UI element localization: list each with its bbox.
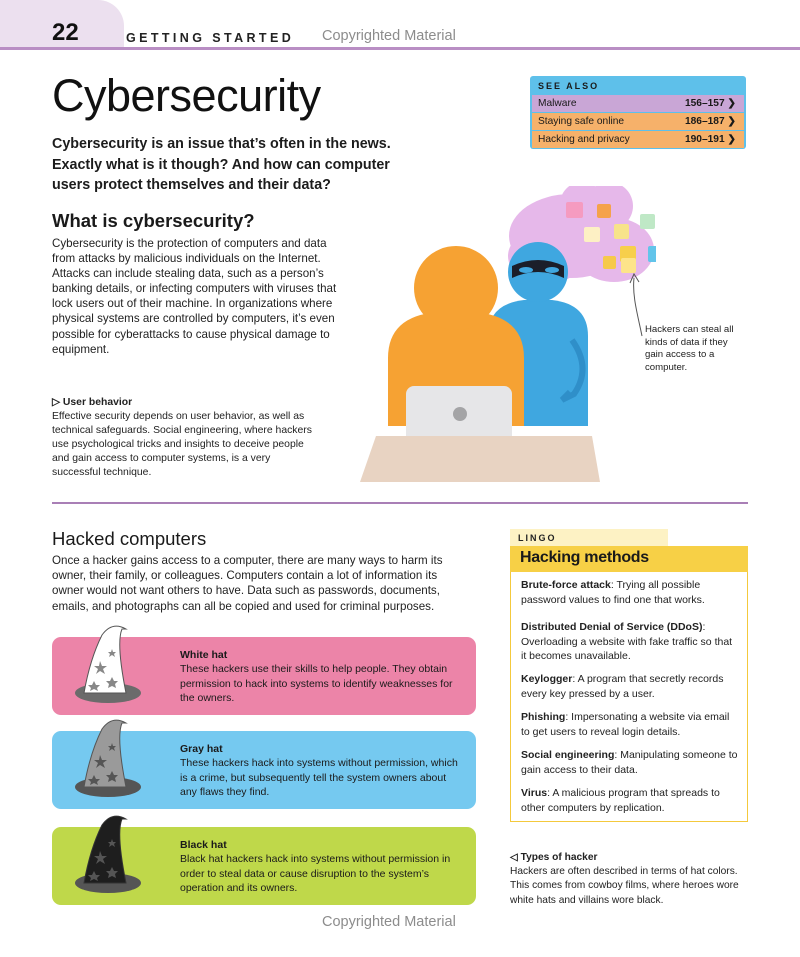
types-of-hacker-caption — [510, 851, 750, 908]
see-also-link-hacking-privacy[interactable] — [532, 131, 744, 148]
thought-bubble-dot — [593, 261, 601, 269]
laptop-logo — [453, 407, 467, 421]
see-also-box — [530, 76, 746, 149]
header-rule — [0, 47, 800, 50]
app-icon — [597, 204, 611, 218]
see-also-link-malware[interactable] — [532, 95, 744, 112]
term-name: Phishing — [521, 711, 566, 723]
user-behavior-title: ▷ User behavior — [52, 397, 133, 408]
black-hat-text — [180, 838, 465, 895]
what-is-body: Cybersecurity is the protection of computers and data from attacks by malicious individuals on the Internet. Attacks can include stealing data, such as a person’s banking details, or infecting computers with viruses that lock users out of their machine. In organizations where physical systems are controlled by computers, it’s even possible for cyberattacks to cause physical damage to equipment. — [52, 237, 337, 356]
desk — [360, 436, 600, 482]
hacker-illustration — [356, 186, 656, 482]
term-definition: : Impersonating a website via email to get users to reveal login details. — [521, 711, 730, 738]
term-name: Virus — [521, 787, 548, 799]
lingo-term — [521, 710, 739, 739]
term-definition: : Manipulating someone to gain access to their data. — [521, 749, 738, 776]
term-name: Keylogger — [521, 673, 573, 685]
gray-hat-icon — [72, 715, 144, 805]
see-also-link-pages: 186–187 ❯ — [684, 116, 736, 127]
see-also-link-label: Hacking and privacy — [538, 134, 630, 145]
term-definition: : A program that secretly records every key pressed by a user. — [521, 673, 724, 700]
see-also-heading: SEE ALSO — [538, 81, 600, 91]
hacked-computers-body: Once a hacker gains access to a computer, there are many ways to harm its owner, their family, or colleagues. Computers contain a lot of information its owner would not want others to have. Data such as passwords, documents, emails, and photographs can all be copied and used for criminal purposes. — [52, 554, 443, 613]
white-hat-text — [180, 648, 465, 705]
lingo-term — [521, 786, 739, 815]
app-icon — [603, 256, 616, 269]
intro-paragraph: Cybersecurity is an issue that’s often in the news. Exactly what is it though? And how can computer users protect themselves and their data? — [52, 136, 391, 193]
see-also-link-label: Staying safe online — [538, 116, 625, 127]
section-divider — [52, 502, 748, 504]
app-icon — [566, 202, 583, 218]
app-icon — [584, 227, 600, 242]
watermark-top: Copyrighted Material — [322, 28, 456, 44]
types-of-hacker-title: ◁ Types of hacker — [510, 852, 598, 863]
app-icon — [614, 224, 629, 239]
watermark-bottom: Copyrighted Material — [322, 914, 456, 930]
gray-hat-title: Gray hat — [180, 743, 223, 755]
white-hat-panel — [52, 637, 476, 715]
black-hat-body: Black hat hackers hack into systems without permission in order to steal data or cause disruption to the system’s operation and its owners. — [180, 853, 451, 894]
see-also-link-staying-safe[interactable] — [532, 113, 744, 130]
term-name: Brute-force attack — [521, 579, 611, 591]
see-also-link-pages: 190–191 ❯ — [684, 134, 736, 145]
see-also-link-pages: 156–157 ❯ — [684, 98, 736, 109]
user-behavior-body: Effective security depends on user behavior, as well as technical safeguards. Social engineering, where hackers use psychological tricks and insights to deceive people and gain access to computer systems, is a very successful technique. — [52, 411, 312, 478]
page-number: 22 — [52, 19, 79, 46]
hacked-computers-heading: Hacked computers — [52, 528, 207, 549]
gray-hat-panel — [52, 731, 476, 809]
black-hat-title: Black hat — [180, 839, 227, 851]
white-hat-body: These hackers use their skills to help people. They obtain permission to hack into systems to identify weaknesses for the owners. — [180, 663, 453, 704]
white-hat-icon — [72, 621, 144, 711]
term-definition: : Overloading a website with fake traffic so that it becomes unavailable. — [521, 621, 733, 662]
black-hat-panel — [52, 827, 476, 905]
app-icon — [621, 258, 636, 273]
user-behavior-caption — [52, 396, 314, 480]
app-icon — [640, 214, 655, 229]
see-also-link-label: Malware — [538, 98, 577, 109]
gray-hat-text — [180, 742, 465, 799]
term-definition: : Trying all possible password values to find one that works. — [521, 579, 705, 606]
lingo-term — [521, 620, 739, 664]
illustration-caption: Hackers can steal all kinds of data if they gain access to a computer. — [645, 324, 734, 373]
page-title: Cybersecurity — [52, 70, 321, 121]
lingo-term — [521, 578, 739, 607]
gray-hat-body: These hackers hack into systems without permission, which is a crime, but subsequently tell the system owners about any flaws they find. — [180, 757, 458, 798]
term-name: Distributed Denial of Service (DDoS) — [521, 621, 703, 633]
what-is-heading: What is cybersecurity? — [52, 210, 255, 231]
lingo-term — [521, 672, 739, 701]
lingo-title: Hacking methods — [520, 549, 649, 566]
caption-pointer — [634, 278, 642, 336]
section-label: GETTING STARTED — [126, 31, 295, 45]
lingo-term — [521, 748, 739, 777]
term-name: Social engineering — [521, 749, 615, 761]
app-icon — [648, 246, 656, 262]
black-hat-icon — [72, 811, 144, 901]
term-definition: : A malicious program that spreads to other computers by replication. — [521, 787, 720, 814]
white-hat-title: White hat — [180, 649, 228, 661]
lingo-label: LINGO — [518, 533, 557, 543]
types-of-hacker-body: Hackers are often described in terms of hat colors. This comes from cowboy films, where heroes wore white hats and villains wore black. — [510, 866, 739, 906]
